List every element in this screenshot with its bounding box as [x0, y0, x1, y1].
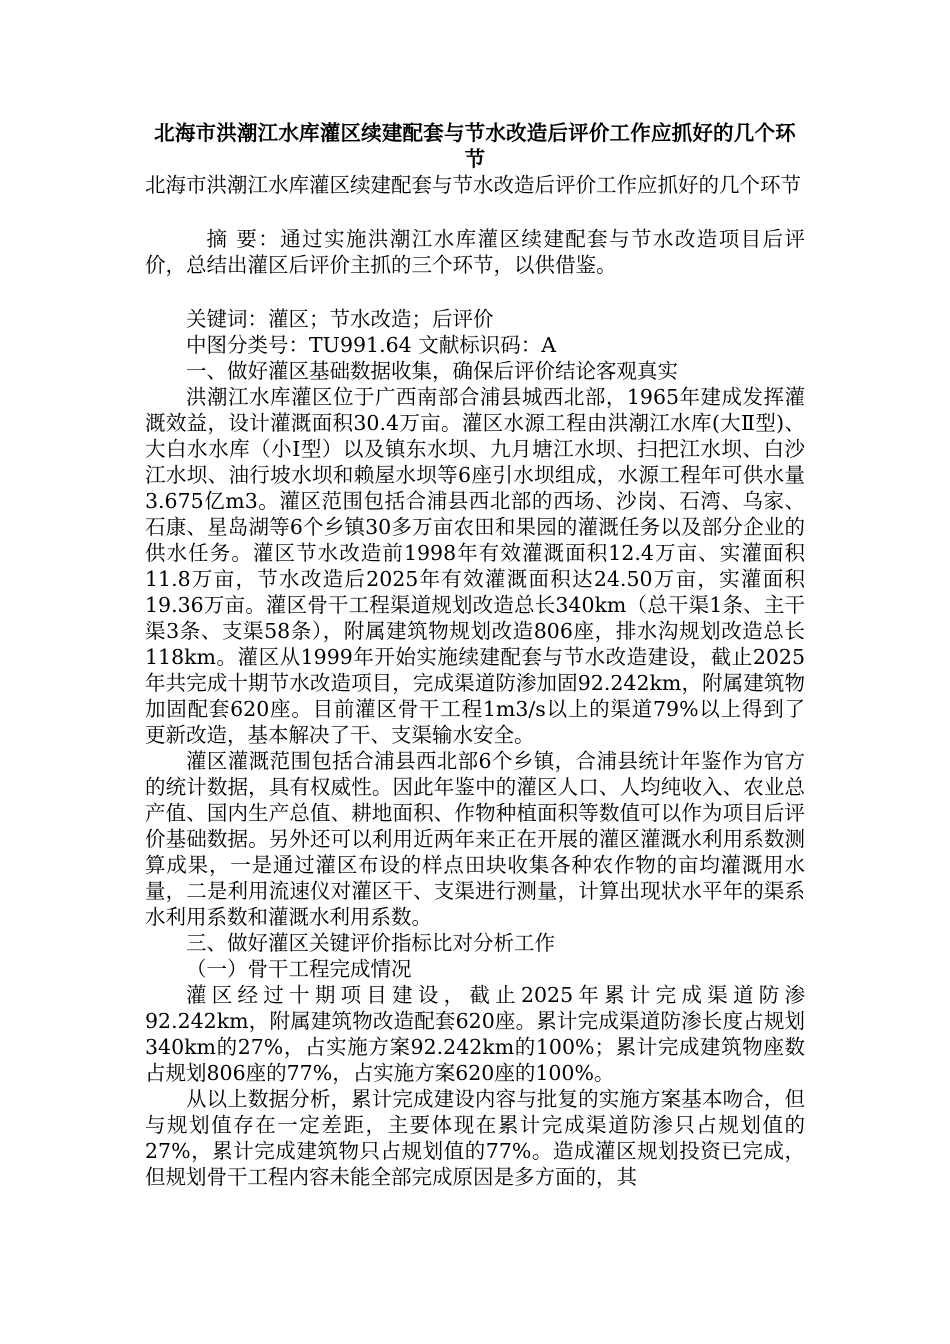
section-3-paragraph-2: 从以上数据分析，累计完成建设内容与批复的实施方案基本吻合，但与规划值存在一定差距，主要体现在累计完成渠道防渗只占规划值的27%，累计完成建筑物只占规划值的77%。造成灌区规划投资已完成，但规划骨干工程内容未能全部完成原因是多方面的，其	[145, 1087, 805, 1189]
section-1-paragraph-2: 灌区灌溉范围包括合浦县西北部6个乡镇，合浦县统计年鉴作为官方的统计数据，具有权威性。因此年鉴中的灌区人口、人均纯收入、农业总产值、国内生产总值、耕地面积、作物种植面积等数值可以作为项目后评价基础数据。另外还可以利用近两年来正在开展的灌区灌溉水利用系数测算成果，一是通过灌区布设的样点田块收集各种农作物的亩均灌溉用水量，二是利用流速仪对灌区干、支渠进行测量，计算出现状水平年的渠系水利用系数和灌溉水利用系数。	[145, 749, 805, 929]
document-title: 北海市洪潮江水库灌区续建配套与节水改造后评价工作应抓好的几个环节	[154, 121, 796, 171]
keywords-line: 关键词：灌区；节水改造；后评价	[186, 307, 494, 331]
document-subtitle: 北海市洪潮江水库灌区续建配套与节水改造后评价工作应抓好的几个环节	[145, 173, 801, 197]
document-page	[145, 120, 805, 1190]
abstract-paragraph: 摘 要：通过实施洪潮江水库灌区续建配套与节水改造项目后评价，总结出灌区后评价主抓的三个环节，以供借鉴。	[145, 227, 805, 277]
section-1-paragraph-1: 洪潮江水库灌区位于广西南部合浦县城西北部，1965年建成发挥灌溉效益，设计灌溉面积30.4万亩。灌区水源工程由洪潮江水库(大Ⅱ型)、大白水水库（小Ⅰ型）以及镇东水坝、九月塘江水坝、扫把江水坝、白沙江水坝、油行坡水坝和赖屋水坝等6座引水坝组成，水源工程年可供水量3.675亿m3。灌区范围包括合浦县西北部的西场、沙岗、石湾、乌家、石康、星岛湖等6个乡镇30多万亩农田和果园的灌溉任务以及部分企业的供水任务。灌区节水改造前1998年有效灌溉面积12.4万亩、实灌面积11.8万亩，节水改造后2025年有效灌溉面积达24.50万亩，实灌面积19.36万亩。灌区骨干工程渠道规划改造总长340km（总干渠1条、主干渠3条、支渠58条），附属建筑物规划改造806座，排水沟规划改造总长118km。灌区从1999年开始实施续建配套与节水改造建设，截止2025年共完成十期节水改造项目，完成渠道防渗加固92.242km，附属建筑物加固配套620座。目前灌区骨干工程1m3/s以上的渠道79%以上得到了更新改造，基本解决了干、支渠输水安全。	[145, 385, 805, 747]
section-3-heading: 三、做好灌区关键评价指标比对分析工作	[186, 931, 555, 955]
section-1-heading: 一、做好灌区基础数据收集，确保后评价结论客观真实	[186, 359, 678, 383]
section-3-subheading-1: （一）骨干工程完成情况	[186, 957, 412, 981]
classification-line: 中图分类号：TU991.64 文献标识码：A	[186, 333, 557, 357]
section-3-paragraph-1: 灌区经过十期项目建设，截止2025年累计完成渠道防渗92.242km，附属建筑物改造配套620座。累计完成渠道防渗长度占规划340km的27%，占实施方案92.242km的100%；累计完成建筑物座数占规划806座的77%，占实施方案620座的100%。	[145, 983, 805, 1085]
